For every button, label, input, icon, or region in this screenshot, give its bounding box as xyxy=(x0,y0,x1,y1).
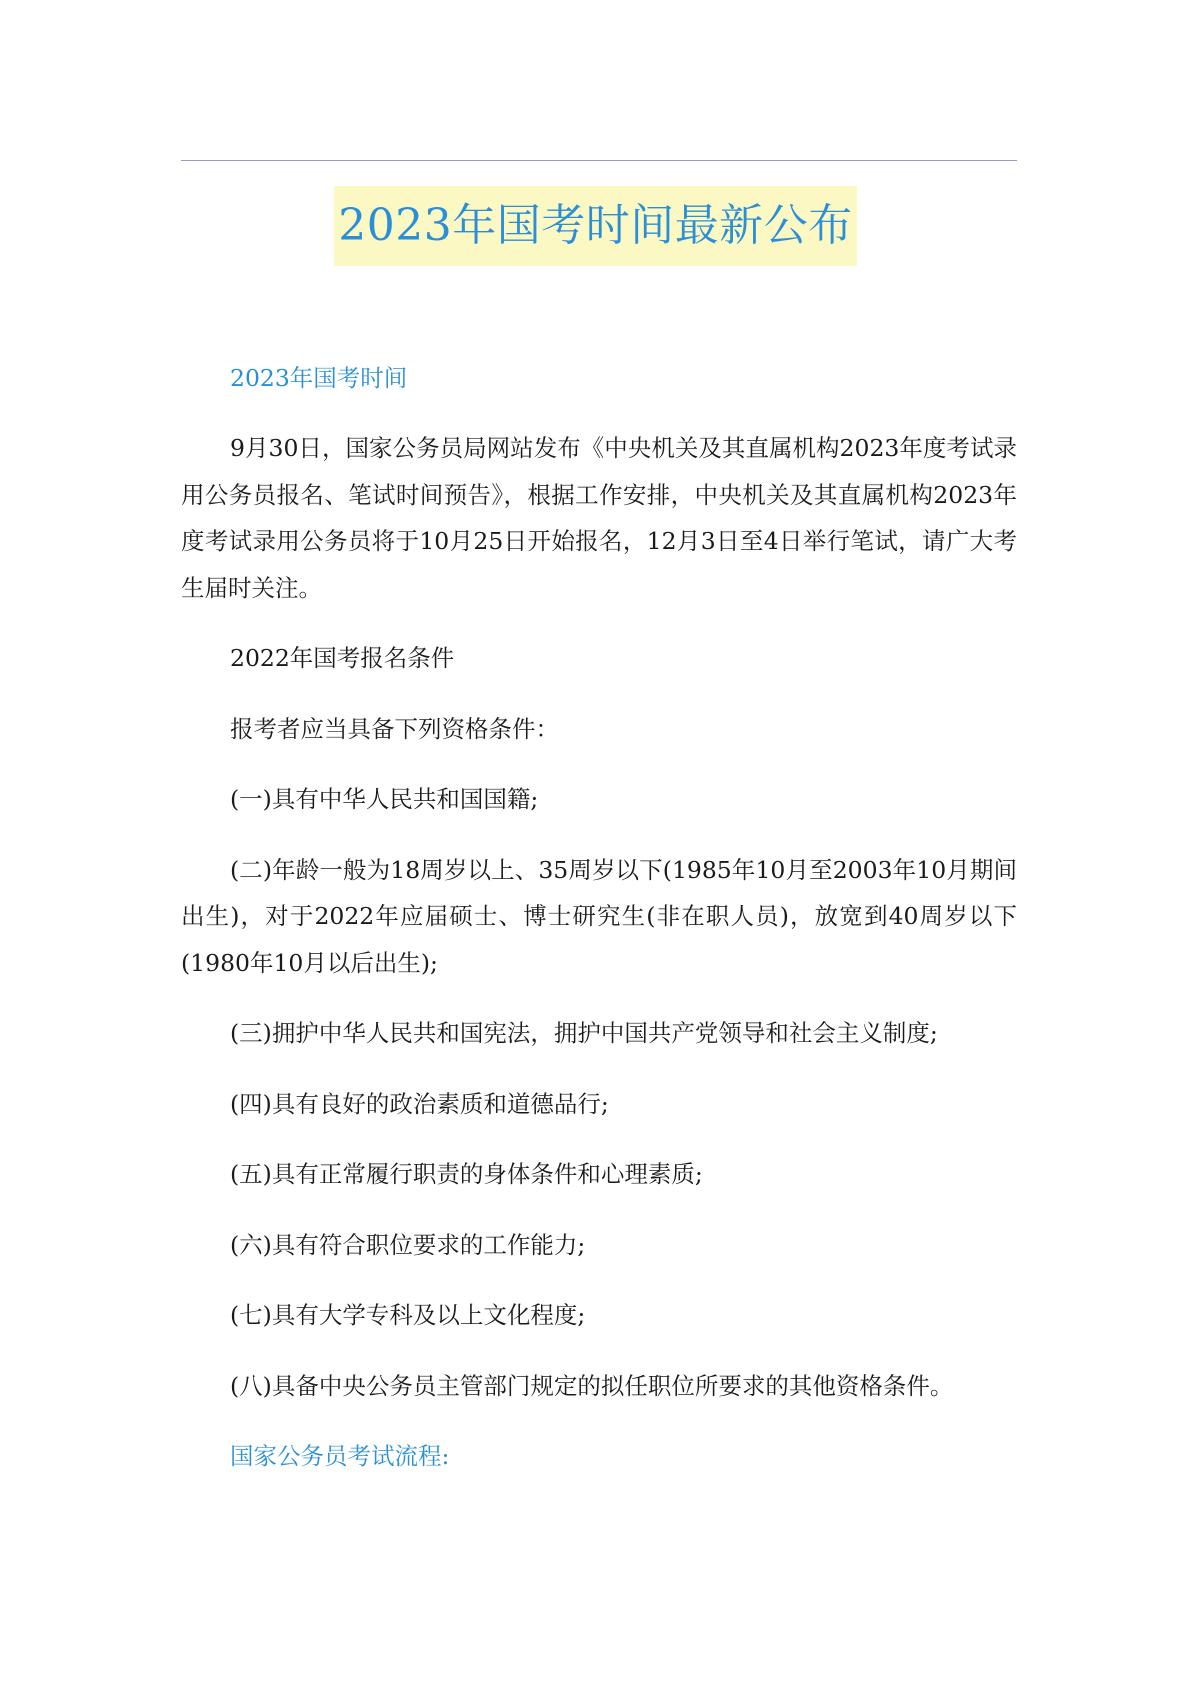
condition-item-5: (五)具有正常履行职责的身体条件和心理素质; xyxy=(230,1160,703,1188)
section-heading-exam-time: 2023年国考时间 xyxy=(230,364,408,392)
condition-item-2: (二)年龄一般为18周岁以上、35周岁以下(1985年10月至2003年10月期间出生)，对于2022年应届硕士、博士研究生(非在职人员)，放宽到40周岁以下(1980年10月以后出生); xyxy=(181,855,1017,977)
section-heading-eligibility: 2022年国考报名条件 xyxy=(230,644,455,672)
header-divider xyxy=(181,160,1017,161)
condition-item-6: (六)具有符合职位要求的工作能力; xyxy=(230,1230,586,1259)
condition-item-3: (三)拥护中华人民共和国宪法，拥护中国共产党领导和社会主义制度; xyxy=(230,1019,938,1047)
condition-item-4: (四)具有良好的政治素质和道德品行; xyxy=(230,1089,609,1118)
condition-item-8: (八)具备中央公务员主管部门规定的拟任职位所要求的其他资格条件。 xyxy=(230,1371,954,1400)
condition-item-1: (一)具有中华人民共和国国籍; xyxy=(230,785,539,813)
title-container xyxy=(0,186,1191,266)
condition-item-7: (七)具有大学专科及以上文化程度; xyxy=(230,1301,586,1329)
document-title: 2023年国考时间最新公布 xyxy=(334,186,856,266)
document-body xyxy=(181,355,1017,1503)
section-heading-exam-process: 国家公务员考试流程: xyxy=(230,1442,450,1470)
announcement-paragraph: 9月30日，国家公务员局网站发布《中央机关及其直属机构2023年度考试录用公务员报名、笔试时间预告》，根据工作安排，中央机关及其直属机构2023年度考试录用公务员将于10月25日开始报名，12月3日至4日举行笔试，请广大考生届时关注。 xyxy=(181,434,1017,602)
conditions-intro: 报考者应当具备下列资格条件： xyxy=(230,714,559,743)
